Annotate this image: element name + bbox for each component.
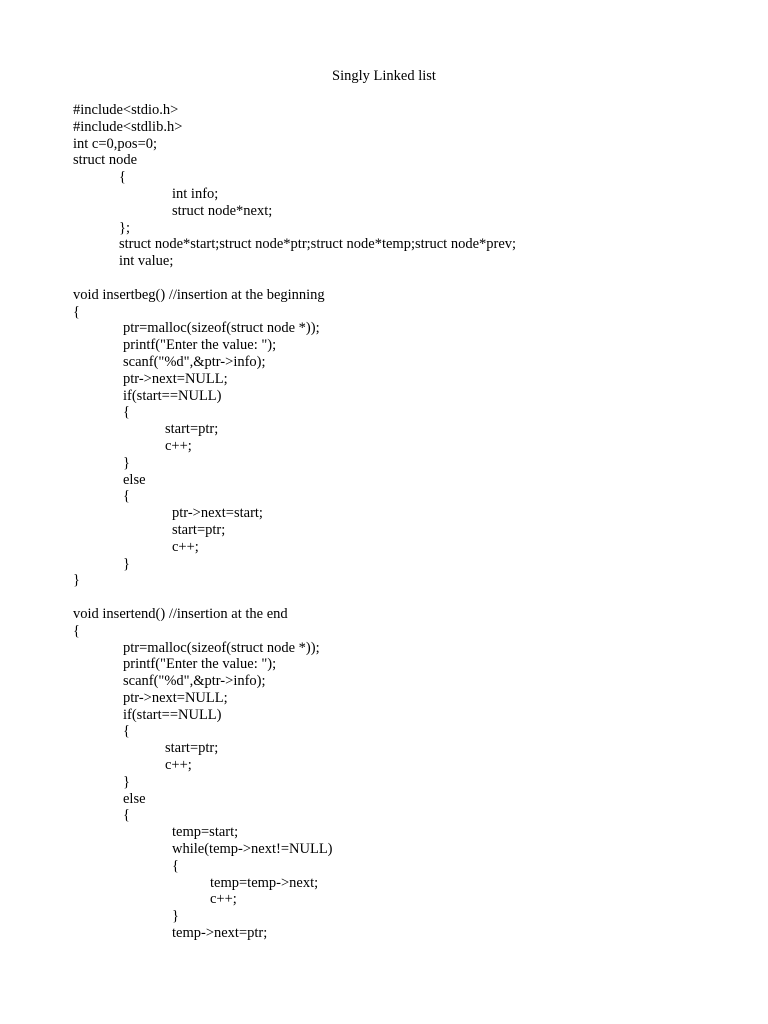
code-line: scanf("%d",&ptr->info); <box>123 353 266 370</box>
code-line: #include<stdlib.h> <box>73 118 183 135</box>
code-line: struct node <box>73 152 138 169</box>
code-line: { <box>123 807 130 824</box>
blank-line <box>73 589 753 606</box>
code-line: } <box>172 908 179 925</box>
code-line: c++; <box>165 437 192 454</box>
code-line: } <box>123 555 130 572</box>
code-line: else <box>123 471 146 488</box>
code-line: struct node*start;struct node*ptr;struct node*temp;struct node*prev; <box>119 236 517 253</box>
code-listing <box>73 102 753 942</box>
code-line: start=ptr; <box>172 521 226 538</box>
code-line: struct node*next; <box>172 202 273 219</box>
code-line: printf("Enter the value: "); <box>123 337 277 354</box>
code-line: start=ptr; <box>165 421 219 438</box>
code-line: } <box>123 454 130 471</box>
code-line: ptr=malloc(sizeof(struct node *)); <box>123 639 320 656</box>
code-line: c++; <box>165 757 192 774</box>
code-line: { <box>123 488 130 505</box>
code-line: if(start==NULL) <box>123 387 222 404</box>
code-line: int info; <box>172 185 219 202</box>
code-line: start=ptr; <box>165 740 219 757</box>
code-line: { <box>73 303 80 320</box>
code-line: scanf("%d",&ptr->info); <box>123 673 266 690</box>
code-line: temp=temp->next; <box>210 874 319 891</box>
code-line: #include<stdio.h> <box>73 102 179 118</box>
code-line: { <box>123 723 130 740</box>
code-line: int value; <box>119 253 174 270</box>
code-line: else <box>123 790 146 807</box>
code-line: { <box>172 857 179 874</box>
code-line: printf("Enter the value: "); <box>123 656 277 673</box>
code-line: ptr->next=start; <box>172 505 263 522</box>
code-line: c++; <box>210 891 237 908</box>
document-title: Singly Linked list <box>332 68 436 84</box>
code-line: temp->next=ptr; <box>172 925 268 942</box>
code-line: } <box>73 572 80 589</box>
code-line: { <box>119 169 126 186</box>
code-line: void insertbeg() //insertion at the beginning <box>73 286 325 303</box>
code-line: ptr->next=NULL; <box>123 689 228 706</box>
code-line: while(temp->next!=NULL) <box>172 841 333 858</box>
code-line: ptr=malloc(sizeof(struct node *)); <box>123 320 320 337</box>
code-line: } <box>123 773 130 790</box>
code-line: { <box>73 622 80 639</box>
code-line: { <box>123 404 130 421</box>
code-line: ptr->next=NULL; <box>123 370 228 387</box>
code-line: int c=0,pos=0; <box>73 135 158 152</box>
code-line: temp=start; <box>172 824 239 841</box>
code-line: if(start==NULL) <box>123 706 222 723</box>
code-line: c++; <box>172 538 199 555</box>
blank-line <box>73 270 753 287</box>
code-line: }; <box>119 219 130 236</box>
code-line: void insertend() //insertion at the end <box>73 605 288 622</box>
